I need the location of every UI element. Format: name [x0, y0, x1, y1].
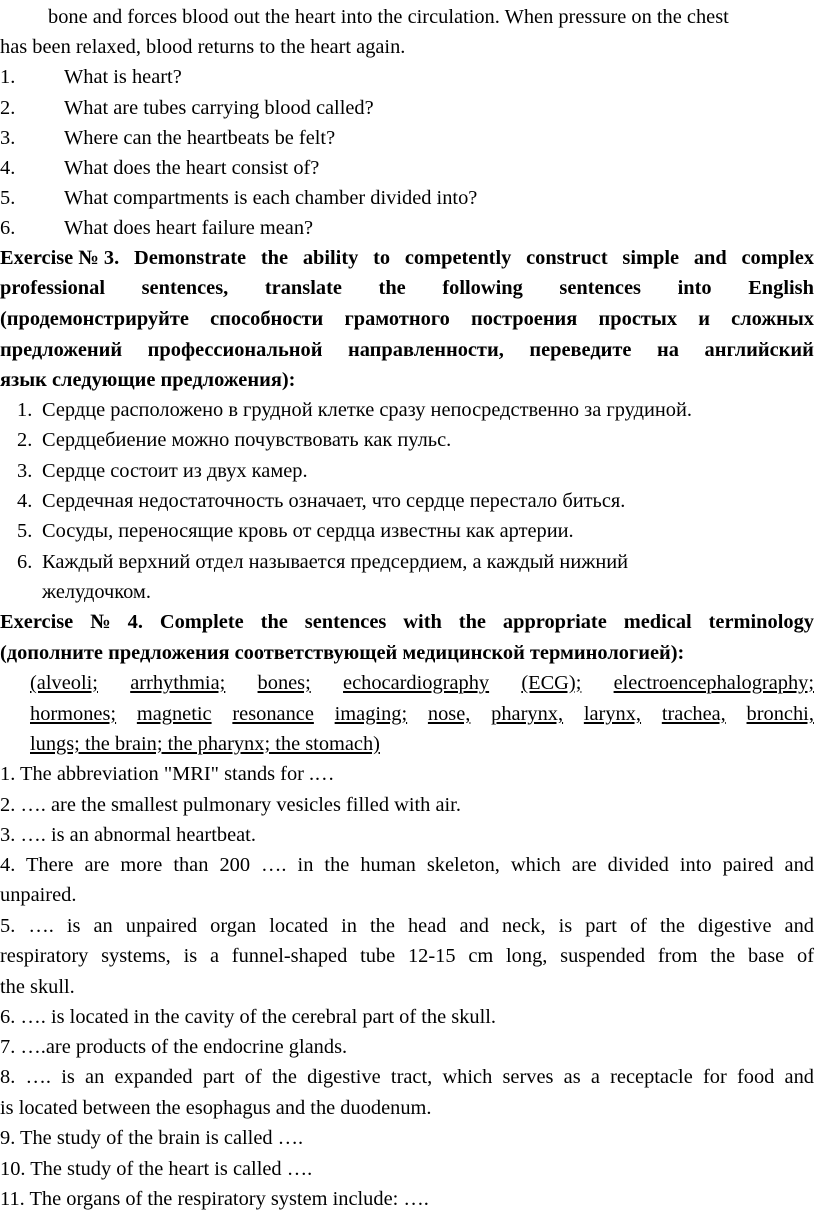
heading-word: medical	[623, 611, 692, 633]
exercise-3-heading-line-2	[0, 273, 814, 303]
heading-word: Demonstrate	[133, 247, 247, 269]
terms-line-2	[30, 699, 814, 729]
term: arrhythmia;	[130, 672, 226, 694]
term: hormones;	[30, 703, 117, 725]
term: electroencephalography;	[613, 672, 814, 694]
exercise-4-heading-line-2: (дополните предложения соответствующей медицинской терминологией):	[0, 642, 685, 664]
intro-line-1: bone and forces blood out the heart into the circulation. When pressure on the chest	[48, 6, 729, 28]
question-number: 6.	[0, 217, 16, 239]
list-item: Каждый верхний отдел называется предсердием, а каждый нижний	[42, 551, 629, 573]
terms-line-3: lungs; the brain; the pharynx; the stomach)	[30, 733, 380, 755]
heading-word: complex	[741, 247, 814, 269]
list-item-number: 4.	[17, 490, 33, 512]
list-item: Сердце расположено в грудной клетке сразу непосредственно за грудиной.	[42, 399, 692, 421]
list-item-number: 6.	[17, 551, 33, 573]
heading-word: на	[657, 339, 679, 361]
heading-word: construct	[526, 247, 608, 269]
question-number: 2.	[0, 97, 16, 119]
question-text: What does the heart consist of?	[64, 157, 320, 179]
heading-word: terminology	[708, 611, 814, 633]
list-item-number: 5.	[17, 520, 33, 542]
term: echocardiography	[343, 672, 490, 694]
sentence-line: 7. ….are products of the endocrine glands.	[0, 1036, 348, 1058]
sentence-line: 10. The study of the heart is called ….	[0, 1158, 313, 1180]
term: (ECG);	[521, 672, 582, 694]
heading-word: грамотного	[344, 308, 450, 330]
list-item: Сердечная недостаточность означает, что сердце перестало биться.	[42, 490, 626, 512]
question-text: Where can the heartbeats be felt?	[64, 127, 336, 149]
list-item-continuation: желудочком.	[42, 581, 151, 603]
question-number: 3.	[0, 127, 16, 149]
list-item: Сосуды, переносящие кровь от сердца известны как артерии.	[42, 520, 574, 542]
heading-word: построения	[470, 308, 578, 330]
exercise-3-heading-line-1	[0, 243, 814, 273]
term: bones;	[257, 672, 311, 694]
term: bronchi,	[746, 703, 814, 725]
heading-word: сложных	[731, 308, 814, 330]
sentence-line: 2. …. are the smallest pulmonary vesicles filled with air.	[0, 794, 461, 816]
heading-word: №	[90, 611, 111, 633]
heading-word: sentences,	[141, 277, 229, 299]
heading-word: Complete	[159, 611, 244, 633]
heading-word: following	[442, 277, 523, 299]
term: pharynx,	[491, 703, 564, 725]
heading-word: the	[458, 611, 486, 633]
question-text: What are tubes carrying blood called?	[64, 97, 374, 119]
heading-word: appropriate	[502, 611, 607, 633]
heading-word: into	[677, 277, 712, 299]
heading-word: Exercise	[0, 611, 74, 633]
terms-line-1	[30, 668, 814, 698]
list-item-number: 3.	[17, 460, 33, 482]
term: larynx,	[583, 703, 642, 725]
sentence-line: 9. The study of the brain is called ….	[0, 1127, 304, 1149]
heading-word: профессиональной	[147, 339, 323, 361]
term: (alveoli;	[30, 672, 98, 694]
sentence-line: 3. …. is an abnormal heartbeat.	[0, 824, 256, 846]
exercise-3-heading-line-4	[0, 335, 814, 365]
term: resonance	[232, 703, 314, 725]
term: trachea,	[661, 703, 726, 725]
sentence-line: 1. The abbreviation "MRI" stands for .…	[0, 763, 335, 785]
term: imaging;	[334, 703, 408, 725]
sentence-line: 11. The organs of the respiratory system include: ….	[0, 1188, 429, 1210]
intro-line-2: has been relaxed, blood returns to the heart again.	[0, 36, 406, 58]
term: magnetic	[136, 703, 212, 725]
question-text: What does heart failure mean?	[64, 217, 314, 239]
heading-word: и	[698, 308, 710, 330]
question-text: What is heart?	[64, 66, 182, 88]
heading-word: направленности,	[348, 339, 504, 361]
heading-word: sentences	[559, 277, 641, 299]
list-item-number: 2.	[17, 429, 33, 451]
heading-word: the	[260, 247, 289, 269]
sentence-line: 8. …. is an expanded part of the digestive tract, which serves as a receptacle for food and	[0, 1066, 814, 1088]
heading-word: sentences	[304, 611, 387, 633]
sentence-line: is located between the esophagus and the duodenum.	[0, 1097, 432, 1119]
heading-word: the	[378, 277, 406, 299]
sentence-line: respiratory systems, is a funnel-shaped tube 12-15 cm long, suspended from the base of	[0, 945, 814, 967]
list-item: Сердцебиение можно почувствовать как пульс.	[42, 429, 452, 451]
heading-word: translate	[264, 277, 342, 299]
heading-word: переведите	[529, 339, 632, 361]
question-number: 5.	[0, 187, 16, 209]
heading-word: способности	[210, 308, 324, 330]
question-text: What compartments is each chamber divided into?	[64, 187, 478, 209]
heading-word: professional	[0, 277, 105, 299]
heading-word: Exercise № 3.	[0, 247, 120, 269]
heading-word: the	[260, 611, 288, 633]
sentence-line: 4. There are more than 200 …. in the human skeleton, which are divided into paired and	[0, 854, 814, 876]
sentence-line: unpaired.	[0, 884, 77, 906]
exercise-4-heading-line-1	[0, 607, 814, 637]
heading-word: with	[403, 611, 442, 633]
term: nose,	[427, 703, 471, 725]
exercise-3-heading-line-3	[0, 304, 814, 334]
sentence-line: 5. …. is an unpaired organ located in the head and neck, is part of the digestive and	[0, 915, 814, 937]
list-item-number: 1.	[17, 399, 33, 421]
heading-word: предложений	[0, 339, 123, 361]
heading-word: английский	[704, 339, 814, 361]
exercise-3-heading-line-5: язык следующие предложения):	[0, 369, 296, 391]
sentence-line: 6. …. is located in the cavity of the cerebral part of the skull.	[0, 1006, 497, 1028]
question-number: 4.	[0, 157, 16, 179]
heading-word: English	[748, 277, 814, 299]
list-item: Сердце состоит из двух камер.	[42, 460, 308, 482]
heading-word: 4.	[127, 611, 143, 633]
sentence-line: the skull.	[0, 976, 75, 998]
heading-word: competently	[404, 247, 512, 269]
heading-word: простых	[598, 308, 678, 330]
heading-word: (продемонстрируйте	[0, 308, 189, 330]
question-number: 1.	[0, 66, 16, 88]
heading-word: ability	[302, 247, 359, 269]
heading-word: and	[693, 247, 727, 269]
heading-word: simple	[622, 247, 680, 269]
heading-word: to	[373, 247, 391, 269]
